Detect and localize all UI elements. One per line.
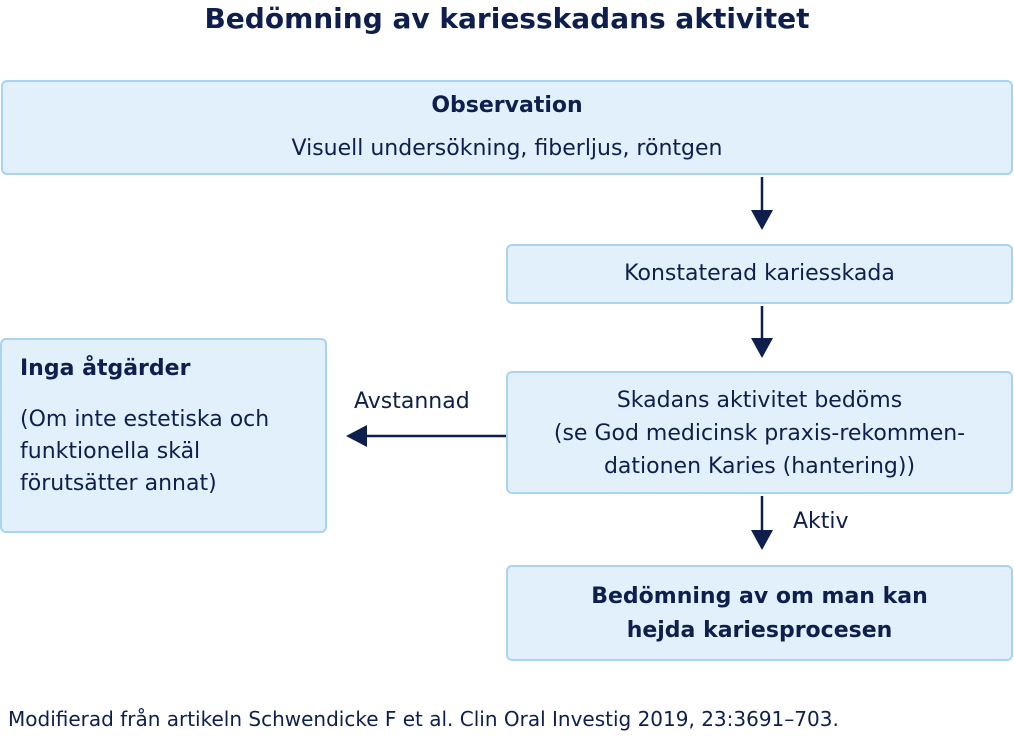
skadans-aktivitet-box: Skadans aktivitet bedöms (se God medicinsk praxis-rekommen- dationen Karies (hantering))	[506, 371, 1013, 494]
observation-heading: Observation	[431, 93, 583, 118]
source-footnote: Modifierad från artikeln Schwendicke F et al. Clin Oral Investig 2019, 23:3691–703.	[8, 707, 839, 731]
arrow-aktivitet-to-inga	[346, 425, 506, 447]
konstaterad-text: Konstaterad kariesskada	[624, 261, 895, 286]
avstannad-label: Avstannad	[354, 389, 470, 414]
inga-atgarder-heading: Inga åtgärder	[20, 356, 191, 381]
arrow-aktivitet-to-bedomning	[751, 496, 773, 550]
aktiv-label: Aktiv	[793, 509, 849, 534]
inga-atgarder-text: (Om inte estetiska och funktionella skäl förutsätter annat)	[20, 407, 270, 496]
arrow-observation-to-konstaterad	[751, 177, 773, 230]
observation-text: Visuell undersökning, fiberljus, röntgen	[291, 136, 723, 161]
arrow-konstaterad-to-aktivitet	[751, 306, 773, 358]
bedomning-box: Bedömning av om man kan hejda kariesprocesen	[506, 565, 1013, 661]
diagram-title: Bedömning av kariesskadans aktivitet	[204, 2, 810, 35]
